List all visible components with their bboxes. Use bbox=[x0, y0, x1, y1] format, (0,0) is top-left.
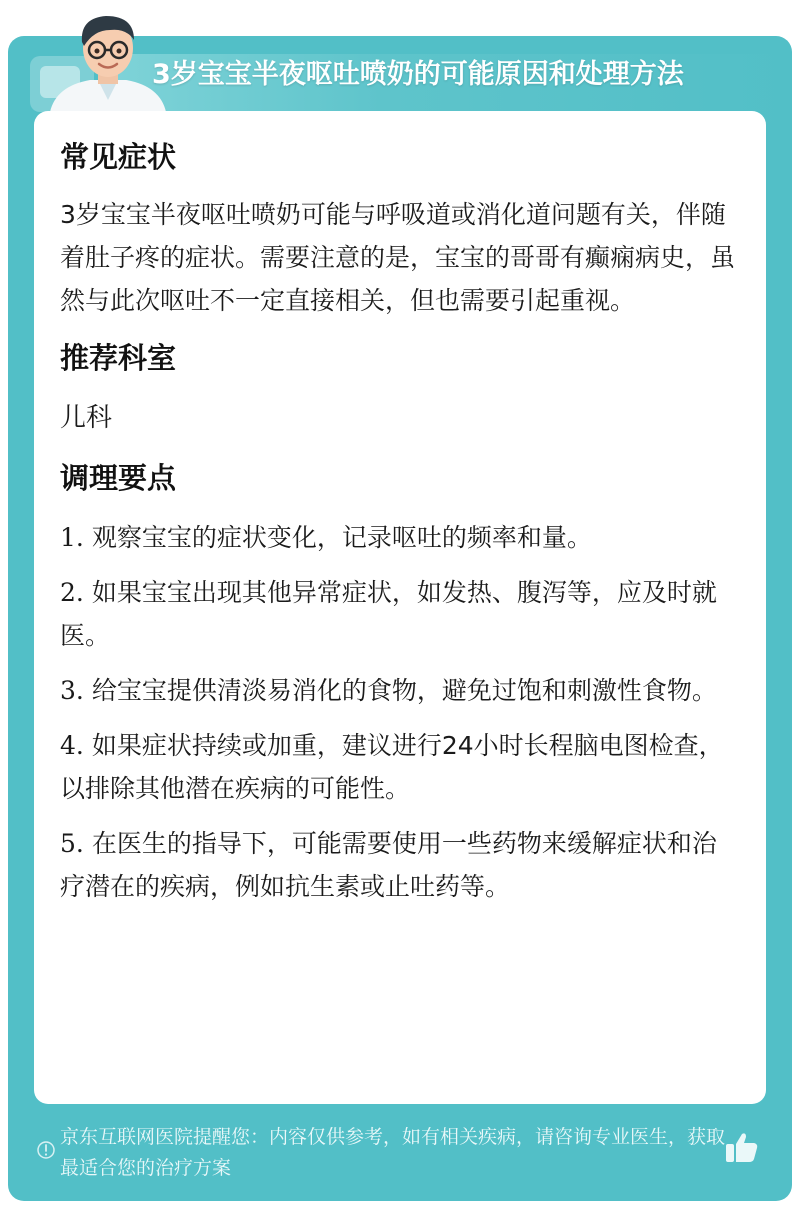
care-list bbox=[60, 516, 740, 908]
info-icon bbox=[36, 1140, 56, 1160]
thumbs-up-icon[interactable] bbox=[722, 1128, 760, 1166]
department-heading: 推荐科室 bbox=[60, 341, 177, 375]
disclaimer-notice: 京东互联网医院提醒您：内容仅供参考，如有相关疾病，请咨询专业医生，获取最适合您的治疗方案 bbox=[60, 1126, 726, 1179]
list-item: 3. 给宝宝提供清淡易消化的食物，避免过饱和刺激性食物。 bbox=[60, 676, 717, 705]
list-item: 1. 观察宝宝的症状变化，记录呕吐的频率和量。 bbox=[60, 523, 592, 552]
symptoms-text: 3岁宝宝半夜呕吐喷奶可能与呼吸道或消化道问题有关，伴随着肚子疼的症状。需要注意的是，宝宝的哥哥有癫痫病史，虽然与此次呕吐不一定直接相关，但也需要引起重视。 bbox=[60, 200, 736, 315]
symptoms-heading: 常见症状 bbox=[60, 140, 177, 174]
list-item: 5. 在医生的指导下，可能需要使用一些药物来缓解症状和治疗潜在的疾病，例如抗生素或止吐药等。 bbox=[60, 829, 717, 901]
list-item: 2. 如果宝宝出现其他异常症状，如发热、腹泻等，应及时就医。 bbox=[60, 578, 717, 650]
care-heading: 调理要点 bbox=[60, 461, 177, 495]
department-text: 儿科 bbox=[60, 403, 113, 433]
page-title: 3岁宝宝半夜呕吐喷奶的可能原因和处理方法 bbox=[152, 59, 684, 90]
content-panel bbox=[34, 111, 766, 1104]
list-item: 4. 如果症状持续或加重，建议进行24小时长程脑电图检查，以排除其他潜在疾病的可能性。 bbox=[60, 731, 724, 803]
